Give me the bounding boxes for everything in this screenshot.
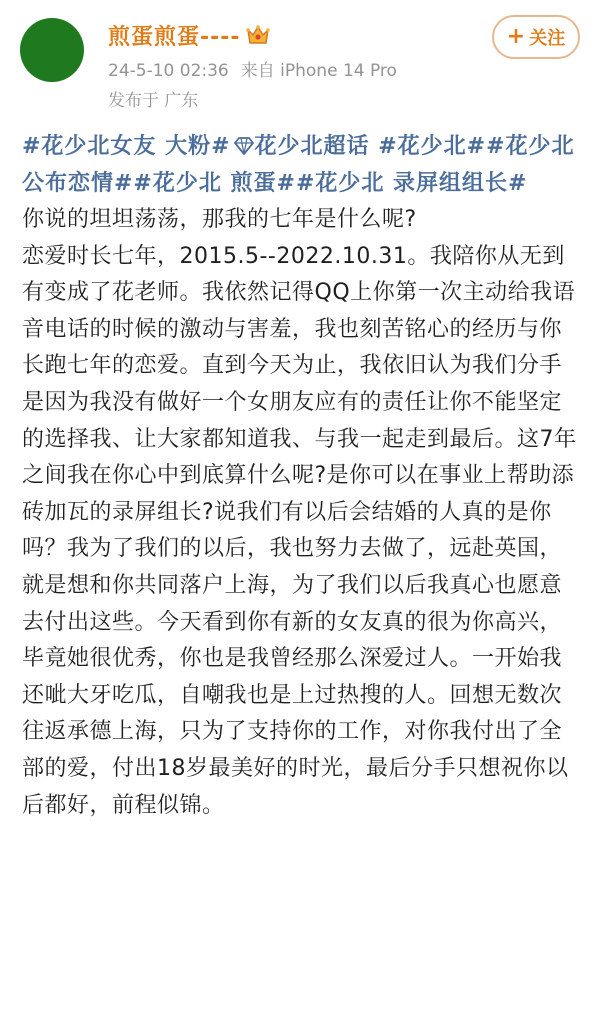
topic-link[interactable]: #花少北##花少北公布恋情##花少北 煎蛋##花少北 录屏组组长# xyxy=(22,134,575,196)
post-body-text: 你说的坦坦荡荡，那我的七年是什么呢? 恋爱时长七年，2015.5--2022.10.31。我陪你从无到有变成了花老师。我依然记得QQ上你第一次主动给我语音电话的时候的激动与害羞，我也刻苦铭心的经历与你长跑七年的恋爱。直到今天为止，我依旧认为我们分手是因为我没有做好一个女朋友应有的责任让你不能坚定的选择我、让大家都知道我、与我一起走到最后。这7年之间我在你心中到底算什么呢?是你可以在事业上帮助添砖加瓦的录屏组长?说我们有以后会结婚的人真的是你吗？我为了我们的以后，我也努力去做了，远赴英国，就是想和你共同落户上海，为了我们以后我真心也愿意去付出这些。今天看到你有新的女友真的很为你高兴，毕竟她很优秀，你也是我曾经那么深爱过人。一开始我还呲大牙吃瓜，自嘲我也是上过热搜的人。回想无数次往返承德上海，只为了支持你的工作，对你我付出了全部的爱，付出18岁最美好的时光，最后分手只想祝你以后都好，前程似锦。 xyxy=(22,207,577,818)
post-timestamp: 24-5-10 02:36 xyxy=(108,61,229,81)
super-topic-link[interactable]: 花少北超话 xyxy=(254,134,370,159)
follow-label: 关注 xyxy=(529,28,566,49)
follow-button[interactable] xyxy=(492,15,580,59)
diamond-icon xyxy=(233,130,255,148)
username[interactable]: 煎蛋煎蛋---- xyxy=(108,24,241,50)
post-source: 来自 iPhone 14 Pro xyxy=(240,61,397,81)
topic-list xyxy=(22,128,582,202)
post-meta xyxy=(108,56,397,81)
post-content xyxy=(22,128,582,824)
avatar[interactable] xyxy=(20,18,84,82)
post-location: 发布于 广东 xyxy=(108,91,199,111)
crown-icon xyxy=(245,22,271,48)
plus-icon: + xyxy=(506,24,526,49)
username-row xyxy=(108,18,271,52)
topic-link[interactable]: #花少北女友 大粉# xyxy=(22,134,231,159)
